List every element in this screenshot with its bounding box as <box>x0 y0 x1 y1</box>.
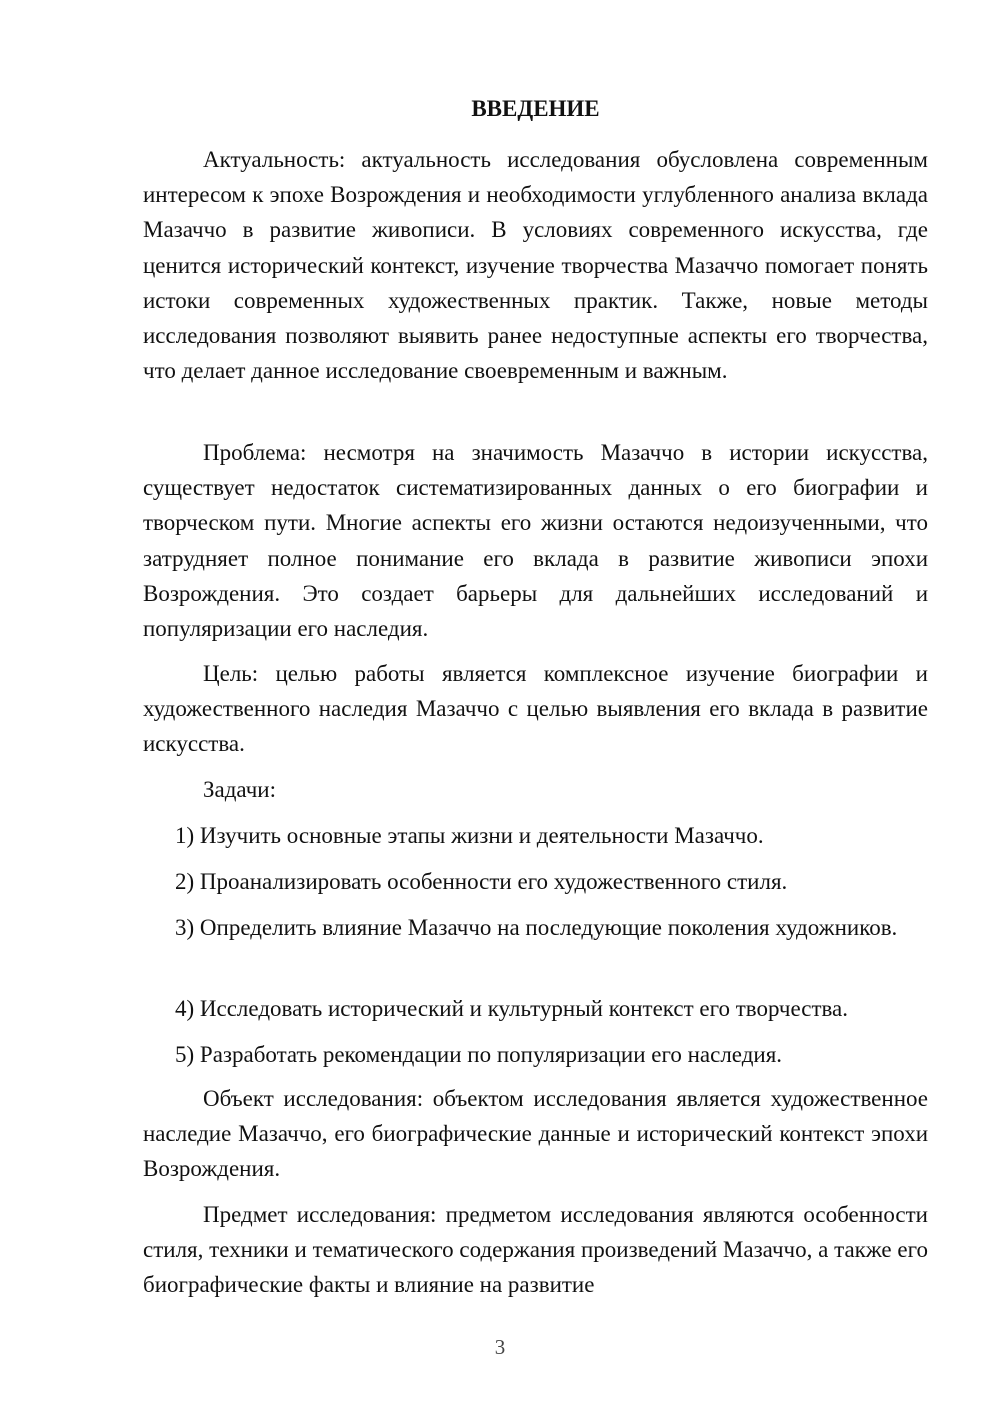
page-number: 3 <box>494 1335 506 1359</box>
tasks-label: Задачи: <box>203 777 276 802</box>
task-item-2: 2) Проанализировать особенности его художественного стиля. <box>175 869 788 894</box>
paragraph-problem: Проблема: несмотря на значимость Мазаччо в истории искусства, существует недостаток систематизированных данных о его биографии и творческом пути. Многие аспекты его жизни остаются недоизученными, что затрудняет полное понимание его вклада в развитие живописи эпохи Возрождения. Это создает барьеры для дальнейших исследований и популяризации его наследия. <box>143 440 928 642</box>
paragraph-relevance: Актуальность: актуальность исследования обусловлена современным интересом к эпохе Возрождения и необходимости углубленного анализа вклада Мазаччо в развитие живописи. В условиях современного искусства, где ценится исторический контекст, изучение творчества Мазаччо помогает понять истоки современных художественных практик. Также, новые методы исследования позволяют выявить ранее недоступные аспекты его творчества, что делает данное исследование своевременным и важным. <box>143 147 928 384</box>
task-item-5: 5) Разработать рекомендации по популяризации его наследия. <box>175 1042 783 1067</box>
paragraph-subject: Предмет исследования: предметом исследования являются особенности стиля, техники и тематического содержания произведений Мазаччо, а также его биографические факты и влияние на развитие <box>143 1202 928 1298</box>
paragraph-goal: Цель: целью работы является комплексное изучение биографии и художественного наследия Мазаччо с целью выявления его вклада в развитие искусства. <box>143 661 928 757</box>
task-item-1: 1) Изучить основные этапы жизни и деятельности Мазаччо. <box>175 823 764 848</box>
task-item-3: 3) Определить влияние Мазаччо на последующие поколения художников. <box>175 915 898 940</box>
task-item-4: 4) Исследовать исторический и культурный контекст его творчества. <box>175 996 849 1021</box>
paragraph-object: Объект исследования: объектом исследования является художественное наследие Мазаччо, его биографические данные и исторический контекст эпохи Возрождения. <box>143 1086 928 1182</box>
page-title: ВВЕДЕНИЕ <box>471 96 600 121</box>
